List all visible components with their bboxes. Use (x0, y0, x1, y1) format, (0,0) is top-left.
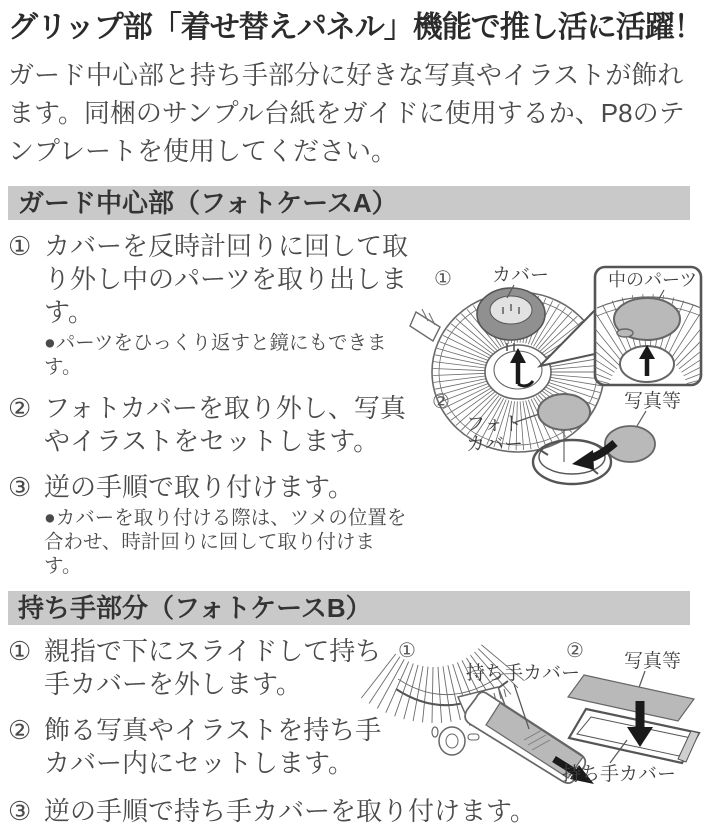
step-text: 親指で下にスライドして持ち手カバーを外します。 (44, 635, 396, 701)
transfer-arrow-head (572, 450, 594, 470)
handle-wheel (439, 727, 465, 755)
section-b-heading: 持ち手部分（フォトケースB） (8, 591, 690, 625)
step-text: フォトカバーを取り外し、写真やイラストをセットします。 (44, 392, 412, 458)
page-title: グリップ部「着せ替えパネル」機能で推し活に活躍！ (8, 8, 692, 48)
handle-slot (468, 734, 479, 740)
step-a3 (8, 471, 412, 578)
step-number: ③ (8, 795, 44, 828)
step-text: 逆の手順で取り付けます。 (44, 471, 412, 504)
handle-cover-label: 持ち手カバー (466, 662, 580, 684)
step-number: ③ (8, 471, 44, 578)
inner-parts-label: 中のパーツ (608, 270, 697, 290)
photo-leader-line (637, 411, 646, 426)
section-a-heading: ガード中心部（フォトケースA） (8, 186, 690, 220)
section-b-diagram (396, 637, 700, 793)
photo-cover-label-line2: カバー (466, 434, 523, 455)
section-a-content (8, 230, 692, 591)
section-b-content (8, 635, 692, 793)
step-text: 飾る写真やイラストを持ち手カバー内にセットします。 (44, 714, 396, 780)
section-b-steps (8, 635, 396, 793)
inner-parts-tab (617, 329, 633, 337)
guard-hinge (410, 312, 440, 341)
step-b2 (8, 714, 396, 780)
figure-2-number: ② (566, 640, 584, 662)
handle-cover-label-2: 持ち手カバー (562, 763, 676, 785)
photo-cover-label-line1: フォト (466, 414, 522, 435)
step-text: 逆の手順で持ち手カバーを取り付けます。 (44, 795, 536, 828)
cover-label: カバー (492, 265, 549, 286)
step-b3 (8, 795, 692, 828)
step-number: ① (8, 230, 44, 379)
step-b1 (8, 635, 396, 701)
step-a1 (8, 230, 412, 379)
step-text: カバーを反時計回りに回して取り外し中のパーツを取り出します。 (44, 230, 412, 329)
photo-cover-disc (538, 394, 590, 430)
step-a2 (8, 392, 412, 458)
step-note: ●パーツをひっくり返すと鏡にもできます。 (44, 331, 412, 379)
step-number: ① (8, 635, 44, 701)
section-a-steps (8, 230, 412, 591)
photo-case-a-illustration (412, 252, 704, 488)
step-number: ② (8, 714, 44, 780)
photo-case-b-illustration (396, 637, 700, 783)
photo-label: 写真等 (624, 650, 681, 672)
figure-2-number: ② (432, 391, 450, 413)
step-number: ② (8, 392, 44, 458)
figure-1-number: ① (434, 268, 452, 290)
intro-text: ガード中心部と持ち手部分に好きな写真やイラストが飾れます。同梱のサンプル台紙をガイドに使用するか、P8のテンプレートを使用してください。 (8, 56, 692, 170)
section-a-diagram (412, 252, 704, 591)
photo-label: 写真等 (624, 390, 681, 412)
figure-1-number: ① (398, 640, 416, 662)
handle-button (432, 727, 438, 737)
step-note: ●カバーを取り付ける際は、ツメの位置を合わせ、時計回りに回して取り付けます。 (44, 506, 412, 578)
